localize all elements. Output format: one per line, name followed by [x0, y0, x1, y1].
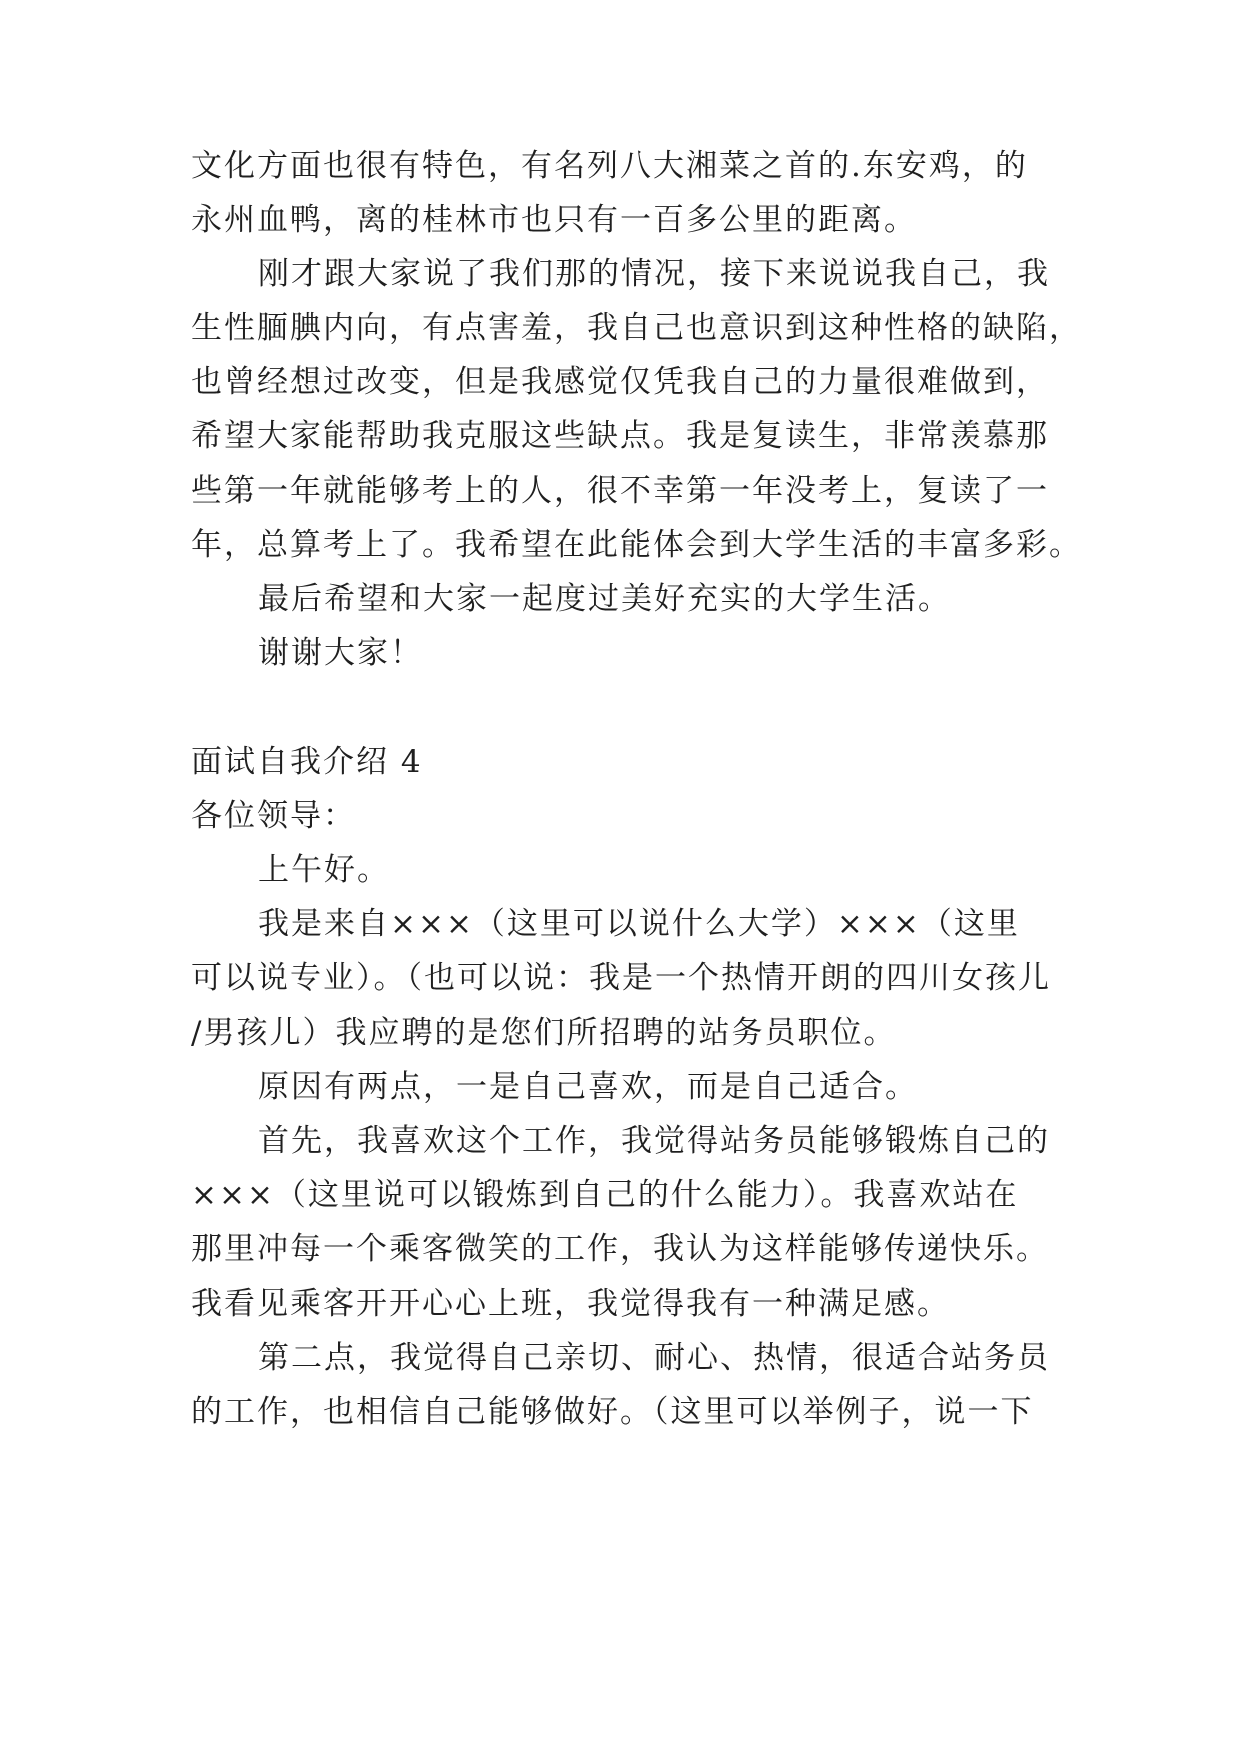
greeting: 上午好。 [258, 852, 390, 888]
paragraph-line: 我看见乘客开开心心上班，我觉得我有一种满足感。 [191, 1286, 950, 1322]
section-title: 面试自我介绍 4 [191, 744, 423, 780]
paragraph-line: 最后希望和大家一起度过美好充实的大学生活。 [258, 581, 951, 617]
paragraph-line: 那里冲每一个乘客微笑的工作，我认为这样能够传递快乐。 [191, 1231, 1049, 1267]
salutation: 各位领导： [191, 798, 356, 834]
paragraph-line: 谢谢大家！ [258, 635, 423, 671]
paragraph-line: 的工作，也相信自己能够做好。（这里可以举例子，说一下 [191, 1394, 1034, 1430]
paragraph-line: 首先，我喜欢这个工作，我觉得站务员能够锻炼自己的 [258, 1123, 1050, 1159]
paragraph-line: 刚才跟大家说了我们那的情况，接下来说说我自己，我 [258, 256, 1050, 292]
paragraph-line: 生性腼腆内向，有点害羞，我自己也意识到这种性格的缺陷， [191, 310, 1082, 346]
paragraph-line: 原因有两点，一是自己喜欢，而是自己适合。 [258, 1069, 918, 1105]
paragraph-line: 希望大家能帮助我克服这些缺点。我是复读生，非常羡慕那 [191, 418, 1049, 454]
paragraph-line: 我是来自×××（这里可以说什么大学）×××（这里 [258, 906, 1020, 942]
paragraph-line: 文化方面也很有特色，有名列八大湘菜之首的.东安鸡，的 [191, 148, 1028, 184]
paragraph-line: ×××（这里说可以锻炼到自己的什么能力）。我喜欢站在 [191, 1177, 1019, 1213]
paragraph-line: 永州血鸭，离的桂林市也只有一百多公里的距离。 [191, 202, 917, 238]
paragraph-line: 第二点，我觉得自己亲切、耐心、热情，很适合站务员 [258, 1340, 1050, 1376]
paragraph-line: 年，总算考上了。我希望在此能体会到大学生活的丰富多彩。 [191, 527, 1082, 563]
paragraph-line: 些第一年就能够考上的人，很不幸第一年没考上，复读了一 [191, 473, 1049, 509]
paragraph-line: 也曾经想过改变，但是我感觉仅凭我自己的力量很难做到， [191, 364, 1049, 400]
paragraph-line: 可以说专业）。（也可以说：我是一个热情开朗的四川女孩儿 [191, 960, 1051, 996]
paragraph-line: /男孩儿）我应聘的是您们所招聘的站务员职位。 [191, 1015, 897, 1051]
